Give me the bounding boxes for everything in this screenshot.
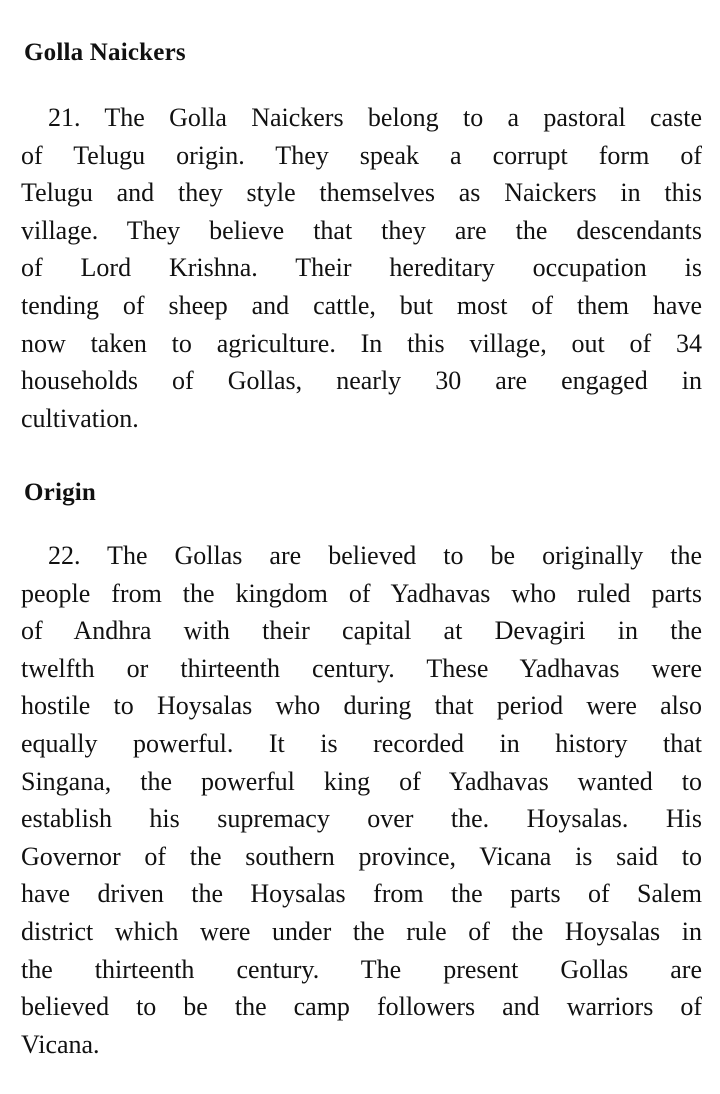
paragraph-line: 21. The Golla Naickers belong to a pastoral caste <box>48 103 702 132</box>
section-heading-origin: Origin <box>24 479 97 506</box>
paragraph-line: equally powerful. It is recorded in history that <box>21 728 702 758</box>
paragraph-line: 22. The Gollas are believed to be originally the <box>48 541 702 570</box>
paragraph-line: district which were under the rule of the Hoysalas in <box>21 916 702 946</box>
paragraph-line: of Telugu origin. They speak a corrupt form of <box>21 140 702 170</box>
paragraph-line: the thirteenth century. The present Gollas are <box>21 954 702 984</box>
paragraph-line: believed to be the camp followers and warriors of <box>21 992 702 1022</box>
paragraph-line: Governor of the southern province, Vicana is said to <box>21 841 702 871</box>
paragraph-22 <box>21 537 702 1063</box>
paragraph-line: village. They believe that they are the descendants <box>21 215 702 245</box>
paragraph-line: Vicana. <box>21 1029 100 1059</box>
paragraph-line: of Andhra with their capital at Devagiri in the <box>21 616 702 646</box>
paragraph-line: households of Gollas, nearly 30 are engaged in <box>21 366 702 396</box>
paragraph-line: Singana, the powerful king of Yadhavas wanted to <box>21 766 702 796</box>
paragraph-line: twelfth or thirteenth century. These Yadhavas were <box>21 653 702 683</box>
paragraph-line: hostile to Hoysalas who during that period were also <box>21 691 702 721</box>
paragraph-line: cultivation. <box>21 403 139 433</box>
paragraph-line: people from the kingdom of Yadhavas who ruled parts <box>21 578 702 608</box>
paragraph-line: have driven the Hoysalas from the parts of Salem <box>21 879 702 909</box>
paragraph-line: Telugu and they style themselves as Naickers in this <box>21 178 702 208</box>
paragraph-line: of Lord Krishna. Their hereditary occupation is <box>21 253 702 283</box>
section-heading-golla-naickers: Golla Naickers <box>24 39 186 66</box>
paragraph-line: tending of sheep and cattle, but most of them have <box>21 290 702 320</box>
paragraph-line: now taken to agriculture. In this village, out of 34 <box>21 328 702 358</box>
paragraph-line: establish his supremacy over the. Hoysalas. His <box>21 804 702 834</box>
paragraph-21 <box>21 99 702 437</box>
